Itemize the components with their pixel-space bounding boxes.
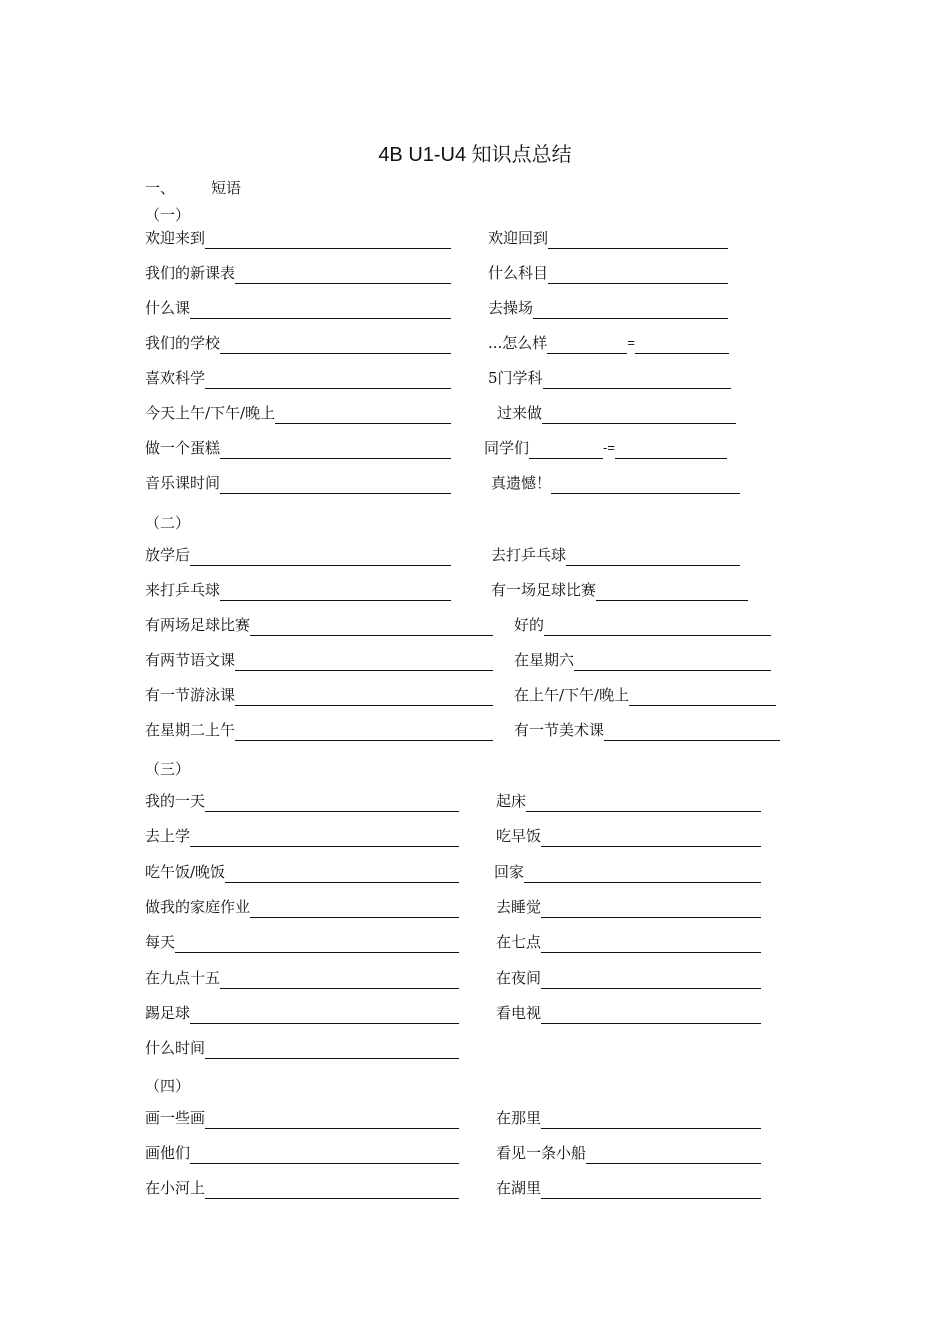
answer-blank[interactable] (190, 1007, 459, 1024)
answer-blank[interactable] (544, 619, 771, 636)
phrase-item (496, 896, 761, 918)
answer-blank[interactable] (205, 1182, 459, 1199)
phrase-item (488, 297, 728, 319)
phrase-item (145, 367, 451, 389)
phrase-item (497, 402, 736, 424)
phrase-item (491, 544, 740, 566)
answer-blank[interactable] (629, 689, 776, 706)
phrase-item (145, 297, 451, 319)
phrase-label: 看电视 (496, 1003, 542, 1022)
phrase-label: 真遗憾！ (491, 474, 552, 492)
phrase-label: 有一场足球比赛 (491, 581, 597, 599)
phrase-label: ...怎么样 (488, 334, 548, 352)
phrase-label: 做一个蛋糕 (145, 439, 221, 457)
phrase-item (145, 332, 451, 354)
answer-blank[interactable] (205, 1042, 459, 1059)
phrase-item (145, 896, 459, 918)
phrase-label: 我们的新课表 (145, 264, 236, 282)
phrase-item (496, 1002, 761, 1024)
phrase-item (496, 790, 761, 812)
answer-blank[interactable] (541, 1007, 761, 1024)
heading-label: 短语 (211, 179, 242, 197)
section-heading (145, 177, 241, 198)
phrase-label: 画他们 (145, 1144, 191, 1162)
phrase-label: 在星期六 (514, 651, 575, 669)
phrase-label: 过来做 (497, 404, 543, 422)
answer-blank[interactable] (596, 584, 748, 601)
phrase-item (145, 1177, 459, 1199)
phrase-label: 在小河上 (145, 1179, 206, 1197)
phrase-label: 欢迎回到 (488, 229, 549, 247)
heading-number: 一、 (145, 179, 176, 197)
phrase-item (145, 614, 493, 636)
phrase-label: 去上学 (145, 827, 191, 846)
phrase-item (496, 1142, 761, 1164)
answer-blank[interactable] (547, 337, 627, 354)
phrase-item (145, 790, 459, 812)
answer-blank[interactable] (541, 1112, 761, 1129)
phrase-item (145, 472, 451, 494)
answer-blank[interactable] (190, 549, 451, 566)
phrase-item (496, 825, 761, 847)
phrase-label: 每天 (145, 933, 176, 952)
phrase-label: 好的 (514, 616, 545, 634)
phrase-item (496, 967, 761, 989)
phrase-label: 在七点 (496, 933, 542, 952)
answer-blank[interactable] (250, 901, 459, 918)
phrase-item (488, 227, 728, 249)
answer-blank[interactable] (524, 866, 761, 883)
phrase-item (145, 1142, 459, 1164)
answer-blank[interactable] (529, 442, 603, 459)
answer-blank[interactable] (235, 724, 493, 741)
phrase-item (496, 1107, 761, 1129)
phrase-label: 我的一天 (145, 792, 206, 810)
phrase-item (514, 719, 780, 741)
phrase-label: 回家 (494, 862, 525, 881)
answer-blank[interactable] (220, 477, 451, 494)
answer-blank[interactable] (235, 654, 493, 671)
subsection-label: （二） (145, 514, 191, 532)
answer-blank[interactable] (220, 442, 451, 459)
phrase-label: 在上午/下午/晚上 (514, 686, 630, 704)
phrase-label: 有一节游泳课 (145, 686, 236, 704)
phrase-item (514, 684, 776, 706)
phrase-label: 来打乒乓球 (145, 581, 221, 599)
phrase-label: 在星期二上午 (145, 721, 236, 739)
phrase-item (488, 332, 729, 354)
phrase-label: 在那里 (496, 1109, 542, 1127)
phrase-label: 看见一条小船 (496, 1144, 587, 1162)
phrase-item (145, 544, 451, 566)
symbol-text: -= (603, 440, 615, 455)
phrase-item (145, 262, 451, 284)
phrase-label: 今天上午/下午/晚上 (145, 404, 276, 422)
phrase-item (491, 579, 748, 601)
answer-blank[interactable] (533, 302, 728, 319)
phrase-label: 同学们 (484, 439, 530, 457)
phrase-item (145, 227, 451, 249)
answer-blank[interactable] (205, 232, 451, 249)
phrase-label: 有两场足球比赛 (145, 616, 251, 634)
phrase-item (145, 684, 493, 706)
phrase-item (145, 402, 451, 424)
answer-blank[interactable] (190, 830, 459, 847)
phrase-label: 有两节语文课 (145, 651, 236, 669)
answer-blank[interactable] (541, 830, 761, 847)
phrase-label: 在夜间 (496, 968, 542, 987)
phrase-label: 吃午饭/晚饭 (145, 862, 226, 881)
answer-blank[interactable] (175, 936, 459, 953)
phrase-label: 我们的学校 (145, 334, 221, 352)
phrase-item (145, 967, 459, 989)
answer-blank[interactable] (220, 972, 459, 989)
phrase-label: 什么时间 (145, 1039, 206, 1058)
answer-blank[interactable] (220, 337, 451, 354)
answer-blank[interactable] (190, 302, 451, 319)
answer-blank[interactable] (541, 1182, 761, 1199)
answer-blank[interactable] (235, 267, 451, 284)
answer-blank[interactable] (543, 372, 731, 389)
answer-blank[interactable] (220, 584, 451, 601)
phrase-label: 在湖里 (496, 1179, 542, 1197)
phrase-item (145, 649, 493, 671)
phrase-label: 去打乒乓球 (491, 546, 567, 564)
phrase-label: 欢迎来到 (145, 229, 206, 247)
phrase-item (488, 262, 728, 284)
answer-blank[interactable] (205, 1112, 459, 1129)
answer-blank[interactable] (225, 866, 459, 883)
answer-blank[interactable] (541, 901, 761, 918)
answer-blank[interactable] (548, 232, 728, 249)
answer-blank[interactable] (541, 972, 761, 989)
phrase-item (514, 649, 771, 671)
phrase-item (514, 614, 771, 636)
answer-blank[interactable] (190, 1147, 459, 1164)
phrase-item (145, 825, 459, 847)
phrase-item (145, 1002, 459, 1024)
phrase-label: 做我的家庭作业 (145, 897, 251, 916)
subsection-label: （三） (145, 760, 191, 778)
answer-blank[interactable] (541, 936, 761, 953)
phrase-label: 喜欢科学 (145, 369, 206, 387)
phrase-label: 什么科目 (488, 264, 549, 282)
phrase-label: 去睡觉 (496, 897, 542, 916)
phrase-item (494, 861, 761, 883)
phrase-item (496, 1177, 761, 1199)
symbol-text: = (627, 335, 635, 350)
answer-blank[interactable] (275, 407, 451, 424)
phrase-label: 有一节美术课 (514, 721, 605, 739)
answer-blank[interactable] (635, 337, 729, 354)
subsection-label: （四） (145, 1077, 191, 1095)
answer-blank[interactable] (235, 689, 493, 706)
phrase-item (145, 579, 451, 601)
phrase-item (145, 1037, 459, 1059)
answer-blank[interactable] (548, 267, 728, 284)
phrase-label: 音乐课时间 (145, 474, 221, 492)
subsection-label: （一） (145, 206, 191, 224)
phrase-item (145, 437, 451, 459)
answer-blank[interactable] (604, 724, 780, 741)
answer-blank[interactable] (551, 477, 740, 494)
answer-blank[interactable] (566, 549, 740, 566)
phrase-item (145, 931, 459, 953)
phrase-item (496, 931, 761, 953)
phrase-label: 画一些画 (145, 1109, 206, 1127)
phrase-label: 5门学科 (488, 369, 543, 387)
phrase-label: 在九点十五 (145, 968, 221, 987)
phrase-item (145, 861, 459, 883)
phrase-item (145, 1107, 459, 1129)
answer-blank[interactable] (542, 407, 736, 424)
answer-blank[interactable] (574, 654, 771, 671)
page-title: 4B U1-U4 知识点总结 (378, 144, 572, 166)
answer-blank[interactable] (250, 619, 493, 636)
answer-blank[interactable] (526, 795, 761, 812)
phrase-label: 放学后 (145, 546, 191, 564)
phrase-label: 什么课 (145, 299, 191, 317)
answer-blank[interactable] (586, 1147, 761, 1164)
answer-blank[interactable] (205, 795, 459, 812)
phrase-item (488, 367, 731, 389)
phrase-label: 吃早饭 (496, 827, 542, 846)
phrase-item (484, 437, 727, 459)
phrase-item (491, 472, 740, 494)
phrase-label: 起床 (496, 792, 527, 810)
phrase-label: 去操场 (488, 299, 534, 317)
phrase-item (145, 719, 493, 741)
answer-blank[interactable] (615, 442, 727, 459)
answer-blank[interactable] (205, 372, 451, 389)
phrase-label: 踢足球 (145, 1003, 191, 1022)
